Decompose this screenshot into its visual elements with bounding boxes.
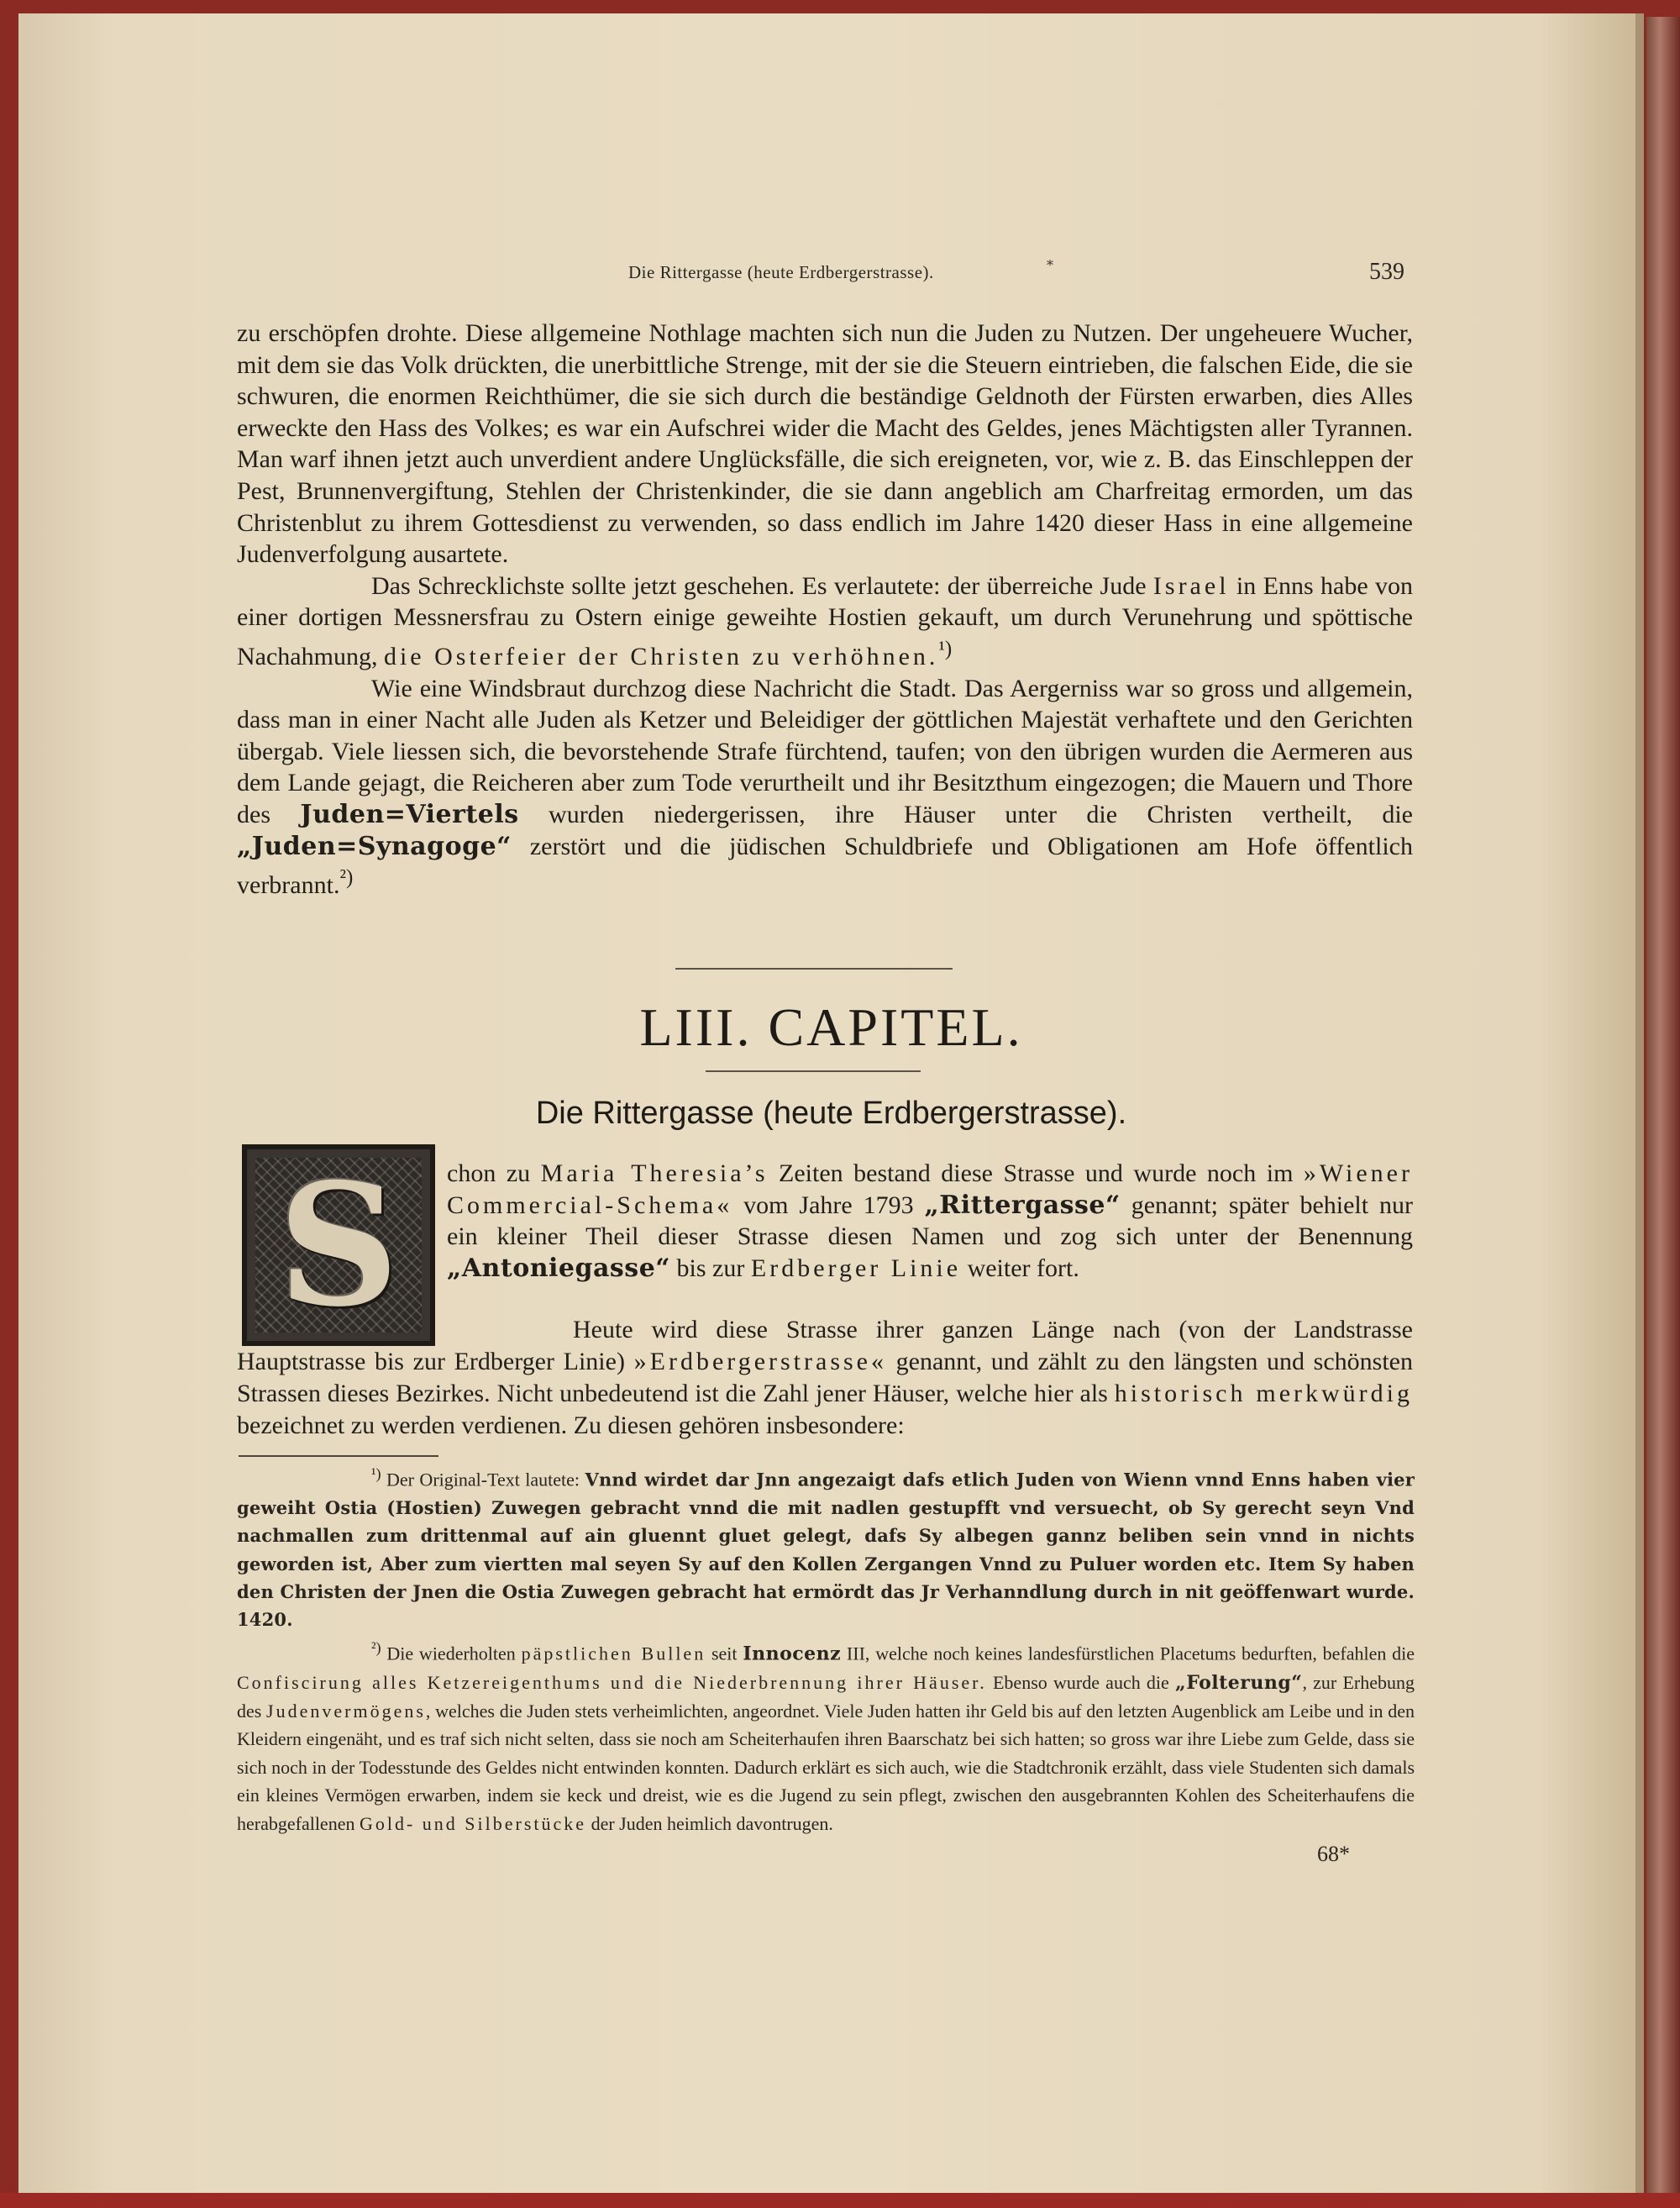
section-p2: [237, 1314, 1413, 1442]
fn1-intro: Der Original-Text lautete:: [381, 1469, 585, 1490]
fn2-a: Die wiederholten: [381, 1643, 522, 1664]
paragraph-2: [237, 570, 1413, 673]
historisch-merkwuerdig: historisch merkwürdig: [1114, 1380, 1413, 1407]
fn1-original-text: Vnnd wirdet dar Jnn angezaigt dafs etlich Juden von Wienn vnnd Enns haben vier geweiht Ostia (Hostien) Zuwegen gebracht vnnd die mit nadlen gestupfft vnd versuecht, ob Sy gerecht seyn Vnd nachmallen zum drittenmal auf ain gluennt gluet gelegt, dafs Sy albegen gannz beliben sein vnnd in nichts geworden ist, Aber zum viertten mal seyen Sy auf den Kollen Zergangen Vnnd zu Puluer worden etc. Item Sy haben den Christen der Jnen die Ostia Zuwegen gebracht hat ermördt das Jr Verhanndlung durch in nit geöffenwart wurde. 1420.: [237, 1469, 1415, 1631]
book-page: [18, 13, 1644, 2198]
paragraph-1: zu erschöpfen drohte. Diese allgemeine Nothlage machten sich nun die Juden zu Nutzen. Der ungeheuere Wucher, mit dem sie das Volk drückten, die unerbittliche Strenge, mit der sie die Steuern eintrieben, die falschen Eide, die sie schwuren, die enormen Reichthümer, die sie sich durch die beständige Geldnoth der Fürsten erwarben, dies Alles erweckte den Hass des Volkes; es war ein Aufschrei wider die Macht des Geldes, jenes Mächtigsten aller Tyrannen. Man warf ihnen jetzt auch unverdient andere Unglücksfälle, die sich ereigneten, vor, wie z. B. das Einschleppen der Pest, Brunnenvergiftung, Stehlen der Christenkinder, die sie dann angeblich am Charfreitag ermorden, um das Christenblut zu ihrem Gottesdienst zu verwenden, so dass endlich im Jahre 1420 dieser Hass in eine allgemeine Judenverfolgung ausartete.: [237, 319, 1413, 569]
s2-c: genannt, und zählt zu den längsten und schönsten Strassen dieses Bezirkes. Nicht unbedeutend ist die Zahl jener Häuser, welche hier als: [237, 1348, 1413, 1407]
fn2-b: päpstlichen Bullen: [521, 1643, 706, 1664]
antoniegasse-term: „Antoniegasse“: [447, 1253, 671, 1283]
book-cover-edge: [0, 2193, 1680, 2208]
signature-mark: 68*: [1317, 1842, 1350, 1866]
footnote-rule: [239, 1455, 438, 1457]
section-p1: [447, 1158, 1413, 1284]
p2-name-israel: Israel: [1152, 571, 1230, 600]
footnote-ref-2: ²): [339, 866, 354, 890]
p2-emphasis: die Osterfeier der Christen zu verhöhnen.: [383, 642, 939, 670]
initial-letter: S: [277, 1146, 400, 1344]
footnotes: [237, 1460, 1415, 1837]
rittergasse-term: „Rittergasse“: [924, 1190, 1121, 1220]
divider-upper: [675, 968, 953, 970]
s1-g: genannt; später behielt nur ein kleiner Theil dieser Strasse diesen Namen und zog sich unter der Benennung: [447, 1191, 1413, 1250]
p3-juden-synagoge: „Juden=Synagoge“: [237, 831, 512, 861]
p3-text-a: Wie eine Windsbraut durchzog diese Nachricht die Stadt. Das Aergerniss war so gross und allgemein, dass man in einer Nacht alle Juden als Ketzer und Beleidiger der göttlichen Majestät verhaftete und den Gerichten übergab. Viele liessen sich, die bevorstehende Strafe fürchtend, taufen; von den übrigen wurden die Aermeren aus dem Lande gejagt, die Reicheren aber zum Tode verurtheilt und ihr Besitzthum eingezogen; die Mauern und Thore des: [237, 674, 1413, 828]
intro-text: [237, 318, 1413, 902]
s1-a: chon zu: [447, 1159, 541, 1187]
footnote-ref-1: ¹): [938, 637, 953, 660]
erdbergerstrasse-term: »Erdbergerstrasse«: [633, 1348, 887, 1375]
fn2-innocenz: Innocenz: [743, 1643, 842, 1665]
erdberger-linie: Erdberger Linie: [750, 1254, 962, 1282]
fn2-k: , welches die Juden stets verheimlichten, angeordnet. Viele Juden hatten ihr Geld bis auf den letzten Augenblick am Leibe und in den Kleidern eingenäht, und es traf sich nicht selten, dass sie noch am Scheiterhaufen ihren Baarschatz bei sich hatten; so gross war ihre Liebe zum Gelde, dass sie sich noch in der Todesstunde des Geldes nicht entwinden konnten. Dadurch erklärt es sich auch, wie die Stadtchronik erzählt, dass viele Studenten sich damals ein kleines Vermögen erwarben, indem sie keck und dreist, wie es die Jugend zu sein pflegt, zwischen den ausgebrannten Kohlen des Scheiterhaufens die herabgefallenen: [237, 1700, 1415, 1834]
wiener-commercial-schema: »Wiener Commercial-Schema«: [447, 1159, 1413, 1219]
running-title: Die Rittergasse (heute Erdbergerstrasse).: [628, 262, 934, 282]
section-paragraph-2: [237, 1314, 1413, 1442]
fn2-l: Gold- und Silberstücke: [359, 1812, 587, 1834]
p3-text-c: wurden niedergerissen, ihre Häuser unter die Christen vertheilt, die: [518, 800, 1413, 828]
printer-mark: *: [1047, 257, 1053, 273]
name-maria-theresia: Maria Theresia’s: [540, 1159, 769, 1187]
book-page-edges: [1646, 17, 1680, 2208]
fn2-marker: ²): [371, 1638, 381, 1656]
section-paragraph-1: [447, 1158, 1413, 1284]
fn2-i: , zur Erhebung des: [237, 1671, 1415, 1722]
fn2-c: seit: [706, 1643, 743, 1664]
s1-i: bis zur: [670, 1254, 751, 1282]
s2-e: bezeichnet zu werden verdienen. Zu diesen gehören insbesondere:: [237, 1412, 905, 1439]
page-number: 539: [1369, 259, 1404, 285]
fn2-m: der Juden heimlich davontrugen.: [586, 1812, 833, 1834]
footnote-2: [237, 1634, 1415, 1837]
fn2-folterung: „Folterung“: [1175, 1671, 1303, 1694]
fn1-marker: ¹): [371, 1465, 381, 1482]
p3-text-e: zerstört und die jüdischen Schuldbriefe und Obligationen am Hofe öffentlich verbrannt.: [237, 832, 1413, 900]
fn2-f: Confiscirung alles Ketzereigenthums und die Niederbrennung ihrer Häuser.: [237, 1671, 987, 1693]
p3-juden-viertels: Juden=Viertels: [300, 799, 519, 829]
s1-c: Zeiten bestand diese Strasse und wurde noch im: [768, 1159, 1304, 1187]
divider-lower: [706, 1070, 921, 1072]
p2-text-c: in Enns habe von einer dortigen Messnersfrau zu Ostern einige geweihte Hostien gekauft, um durch Verunehrung und spöttische Nachahmung,: [237, 571, 1414, 670]
s1-k: weiter fort.: [961, 1254, 1079, 1282]
p2-text-a: Das Schrecklichste sollte jetzt geschehen. Es verlautete: der überreiche Jude: [371, 571, 1153, 600]
chapter-title: LIII. CAPITEL.: [639, 997, 1023, 1057]
paragraph-3: [237, 673, 1413, 902]
fn2-j: Judenvermögens: [266, 1700, 426, 1722]
section-title: Die Rittergasse (heute Erdbergerstrasse).: [535, 1096, 1127, 1131]
fn2-e: III, welche noch keines landesfürstlichen Placetums bedurften, befahlen die: [841, 1643, 1415, 1664]
s1-e: vom Jahre 1793: [732, 1191, 925, 1219]
fn2-g: Ebenso wurde auch die: [986, 1671, 1176, 1693]
s2-a: Heute wird diese Strasse ihrer ganzen Länge nach (von der Landstrasse Hauptstrasse bis zur Erdberger Linie): [237, 1316, 1413, 1375]
footnote-1: [237, 1460, 1415, 1634]
